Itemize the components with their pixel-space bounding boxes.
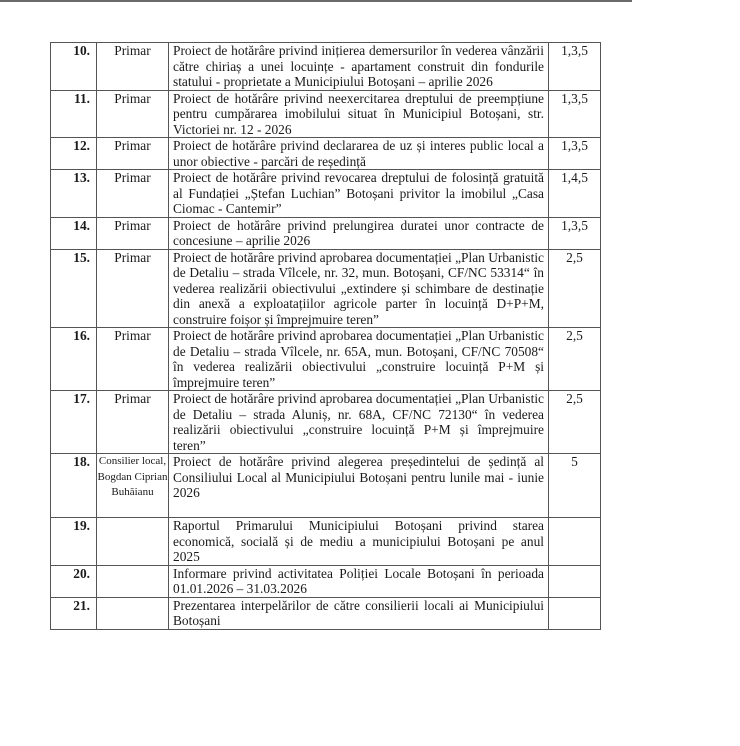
item-number: 17.	[51, 391, 97, 454]
item-initiator: Primar	[97, 328, 169, 391]
table-row	[51, 518, 601, 566]
item-commissions	[549, 565, 601, 597]
item-initiator: Primar	[97, 217, 169, 249]
agenda-table	[50, 42, 601, 630]
table-row	[51, 328, 601, 391]
item-commissions: 1,3,5	[549, 138, 601, 170]
item-commissions: 2,5	[549, 328, 601, 391]
item-initiator: Primar	[97, 90, 169, 138]
item-commissions: 1,3,5	[549, 43, 601, 91]
item-initiator: Primar	[97, 43, 169, 91]
item-title: Proiect de hotărâre privind aprobarea documentației „Plan Urbanistic de Detaliu – strada Vîlcele, nr. 65A, mun. Botoșani, CF/NC 70508“ în vederea realizării obiectivului „construire locuință P+M și împrejmuire teren”	[169, 328, 549, 391]
item-commissions: 5	[549, 454, 601, 518]
item-title: Proiect de hotărâre privind aprobarea documentației „Plan Urbanistic de Detaliu – strada Vîlcele, nr. 32, mun. Botoșani, CF/NC 53314“ în vederea realizării obiectivului „extindere și schimbare de destinație din anexă a exploatațiilor agricole parter în locuință D+P+M, construire foișor și împrejmuire teren”	[169, 249, 549, 328]
item-initiator: Primar	[97, 170, 169, 218]
table-row	[51, 43, 601, 91]
item-number: 16.	[51, 328, 97, 391]
item-initiator	[97, 597, 169, 629]
item-number: 20.	[51, 565, 97, 597]
item-commissions: 2,5	[549, 391, 601, 454]
table-row	[51, 217, 601, 249]
item-commissions: 1,3,5	[549, 217, 601, 249]
item-number: 15.	[51, 249, 97, 328]
item-commissions: 2,5	[549, 249, 601, 328]
table-row	[51, 597, 601, 629]
item-title: Proiect de hotărâre privind aprobarea documentației „Plan Urbanistic de Detaliu – strada Aluniș, nr. 68A, CF/NC 72130“ în vederea realizării obiectivului „construire locuință P+M și împrejmuire teren”	[169, 391, 549, 454]
item-initiator: Primar	[97, 391, 169, 454]
item-number: 19.	[51, 518, 97, 566]
item-initiator	[97, 518, 169, 566]
item-commissions: 1,3,5	[549, 90, 601, 138]
item-title: Informare privind activitatea Poliției Locale Botoșani în perioada 01.01.2026 – 31.03.2026	[169, 565, 549, 597]
item-title: Raportul Primarului Municipiului Botoșani privind starea economică, socială și de mediu a municipiului Botoșani pe anul 2025	[169, 518, 549, 566]
item-number: 10.	[51, 43, 97, 91]
table-row	[51, 90, 601, 138]
item-title: Proiect de hotărâre privind declararea de uz și interes public local a unor obiective - parcări de reședință	[169, 138, 549, 170]
item-commissions: 1,4,5	[549, 170, 601, 218]
item-commissions	[549, 597, 601, 629]
item-title: Proiect de hotărâre privind prelungirea duratei unor contracte de concesiune – aprilie 2026	[169, 217, 549, 249]
item-initiator: Primar	[97, 249, 169, 328]
item-title: Proiect de hotărâre privind neexercitarea dreptului de preempțiune pentru cumpărarea imobilului situat în Municipiul Botoșani, str. Victoriei nr. 12 - 2026	[169, 90, 549, 138]
table-row	[51, 454, 601, 518]
item-number: 13.	[51, 170, 97, 218]
item-title: Proiect de hotărâre privind alegerea președintelui de ședință al Consiliului Local al Municipiului Botoșani pentru lunile mai - iunie 2026	[169, 454, 549, 518]
table-row	[51, 138, 601, 170]
table-row	[51, 565, 601, 597]
item-commissions	[549, 518, 601, 566]
item-initiator: Primar	[97, 138, 169, 170]
item-title: Proiect de hotărâre privind inițierea demersurilor în vederea vânzării către chiriaș a unei locuințe - apartament construit din fondurile statului - proprietate a Municipiului Botoșani – aprilie 2026	[169, 43, 549, 91]
item-title: Prezentarea interpelărilor de către consilierii locali ai Municipiului Botoșani	[169, 597, 549, 629]
item-initiator: Consilier local, Bogdan Ciprian Buhăianu	[97, 454, 169, 518]
item-number: 11.	[51, 90, 97, 138]
item-title: Proiect de hotărâre privind revocarea dreptului de folosință gratuită al Fundației „Ștefan Luchian” Botoșani privitor la imobilul „Casa Ciomac - Cantemir”	[169, 170, 549, 218]
table-row	[51, 170, 601, 218]
item-initiator	[97, 565, 169, 597]
item-number: 21.	[51, 597, 97, 629]
page-top-rule	[0, 0, 632, 2]
item-number: 18.	[51, 454, 97, 518]
table-row	[51, 249, 601, 328]
item-number: 14.	[51, 217, 97, 249]
item-number: 12.	[51, 138, 97, 170]
table-row	[51, 391, 601, 454]
